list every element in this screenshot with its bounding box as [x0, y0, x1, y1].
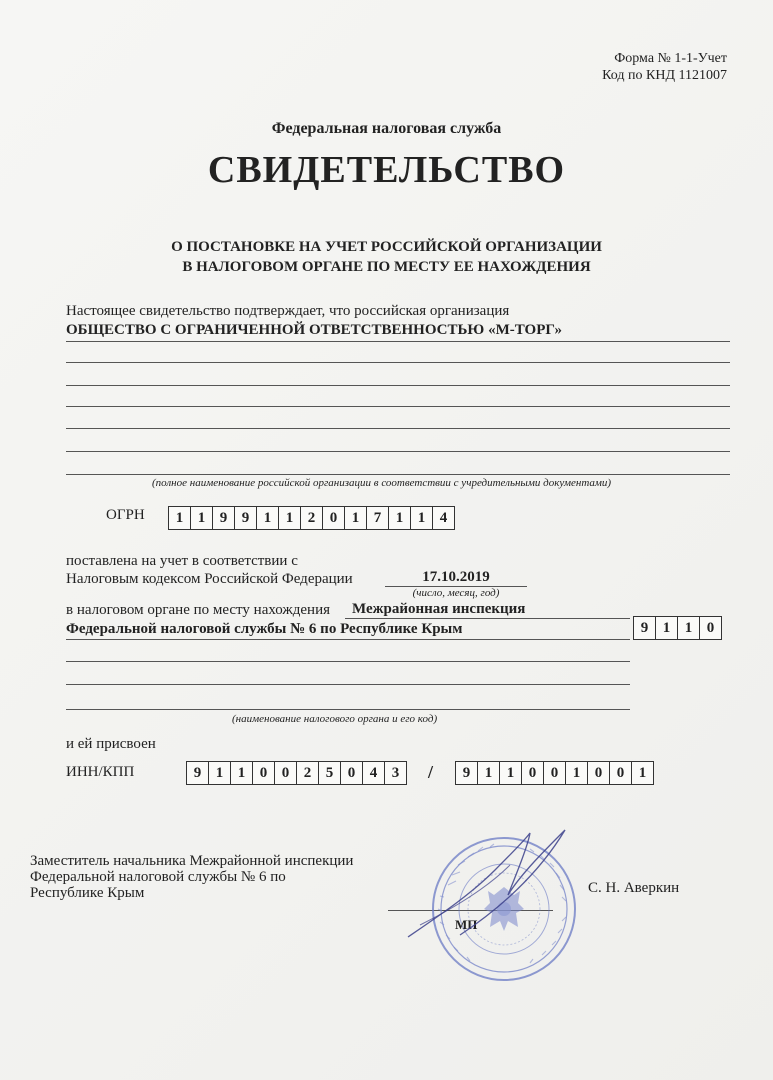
service-name: Федеральная налоговая служба [271, 120, 502, 137]
org-line-7 [66, 474, 730, 475]
signatory-line-3: Республике Крым [30, 885, 145, 901]
ogrn-digit: 1 [345, 507, 367, 529]
authority-code-digit: 1 [678, 617, 700, 639]
authority-line-2 [66, 639, 630, 640]
ogrn-digit: 9 [213, 507, 235, 529]
inn-digit: 0 [275, 762, 297, 784]
kpp-digit: 0 [588, 762, 610, 784]
authority-code-cells [633, 616, 722, 640]
inn-digit: 4 [363, 762, 385, 784]
inn-digit: 1 [231, 762, 253, 784]
org-line-4 [66, 406, 730, 407]
org-line-3 [66, 385, 730, 386]
form-number: Форма № 1-1-Учет [614, 51, 727, 66]
ogrn-digit: 1 [191, 507, 213, 529]
kpp-digit: 0 [522, 762, 544, 784]
registration-line-1: поставлена на учет в соответствии с [66, 553, 298, 569]
assigned-text: и ей присвоен [66, 736, 156, 752]
authority-code-digit: 0 [706, 620, 715, 636]
signatory-line-2: Федеральной налоговой службы № 6 по [30, 869, 286, 885]
authority-line-4 [66, 684, 630, 685]
document-title: СВИДЕТЕЛЬСТВО [207, 149, 566, 191]
ogrn-digit: 0 [323, 507, 345, 529]
ogrn-digit: 1 [169, 507, 191, 529]
ogrn-digit: 7 [367, 507, 389, 529]
subtitle-line-2: В НАЛОГОВОМ ОРГАНЕ ПО МЕСТУ ЕЕ НАХОЖДЕНИЯ [182, 259, 591, 275]
kpp-digit: 1 [500, 762, 522, 784]
registration-line-2: Налоговым кодексом Российской Федерации [66, 571, 353, 587]
signatory-name: С. Н. Аверкин [588, 880, 680, 896]
kpp-digit: 0 [544, 762, 566, 784]
registration-date: 17.10.2019 [422, 569, 490, 585]
inn-digit: 1 [209, 762, 231, 784]
authority-intro: в налоговом органе по месту нахождения [66, 602, 331, 618]
authority-caption: (наименование налогового органа и его код) [232, 713, 438, 725]
org-caption: (полное наименование российской организации в соответствии с учредительными документами) [152, 477, 612, 489]
ogrn-label: ОГРН [106, 507, 145, 523]
kpp-digit: 9 [456, 762, 478, 784]
ogrn-digit: 1 [279, 507, 301, 529]
org-line-2 [66, 362, 730, 363]
inn-kpp-separator: / [428, 762, 434, 782]
signatory-line-1: Заместитель начальника Межрайонной инспекции [30, 853, 354, 869]
authority-code-digit: 9 [634, 617, 656, 639]
inn-digit: 0 [253, 762, 275, 784]
knd-code: Код по КНД 1121007 [602, 68, 727, 83]
date-caption: (число, месяц, год) [412, 587, 500, 599]
kpp-digit: 1 [478, 762, 500, 784]
org-intro: Настоящее свидетельство подтверждает, что российская организация [66, 303, 510, 319]
org-line-5 [66, 428, 730, 429]
inn-digit: 3 [391, 765, 400, 781]
inn-digit: 9 [187, 762, 209, 784]
org-line-6 [66, 451, 730, 452]
inn-digit: 0 [341, 762, 363, 784]
authority-code-digit: 1 [656, 617, 678, 639]
org-line-1 [66, 341, 730, 342]
inn-digit: 5 [319, 762, 341, 784]
handwritten-signature [400, 825, 580, 945]
authority-line-1 [345, 618, 630, 619]
authority-line-5 [66, 709, 630, 710]
inn-digit: 2 [297, 762, 319, 784]
kpp-cells [455, 761, 654, 785]
kpp-digit: 1 [566, 762, 588, 784]
ogrn-cells [168, 506, 455, 530]
ogrn-digit: 2 [301, 507, 323, 529]
authority-name-part-1: Межрайонная инспекция [352, 601, 526, 617]
ogrn-digit: 9 [235, 507, 257, 529]
subtitle-line-1: О ПОСТАНОВКЕ НА УЧЕТ РОССИЙСКОЙ ОРГАНИЗАЦИИ [171, 239, 602, 255]
ogrn-digit: 1 [257, 507, 279, 529]
form-number-block [602, 50, 727, 84]
signatory-position [30, 853, 353, 901]
document-subtitle [0, 237, 773, 277]
inn-kpp-label: ИНН/КПП [66, 764, 135, 780]
authority-line-3 [66, 661, 630, 662]
authority-name-part-2: Федеральной налоговой службы № 6 по Республике Крым [66, 621, 463, 637]
ogrn-digit: 1 [411, 507, 433, 529]
mp-mark: МП [455, 917, 478, 932]
inn-cells [186, 761, 407, 785]
ogrn-digit: 1 [389, 507, 411, 529]
kpp-digit: 1 [638, 765, 647, 781]
kpp-digit: 0 [610, 762, 632, 784]
ogrn-digit: 4 [439, 510, 448, 526]
org-name: ОБЩЕСТВО С ОГРАНИЧЕННОЙ ОТВЕТСТВЕННОСТЬЮ «М-ТОРГ» [66, 322, 563, 338]
